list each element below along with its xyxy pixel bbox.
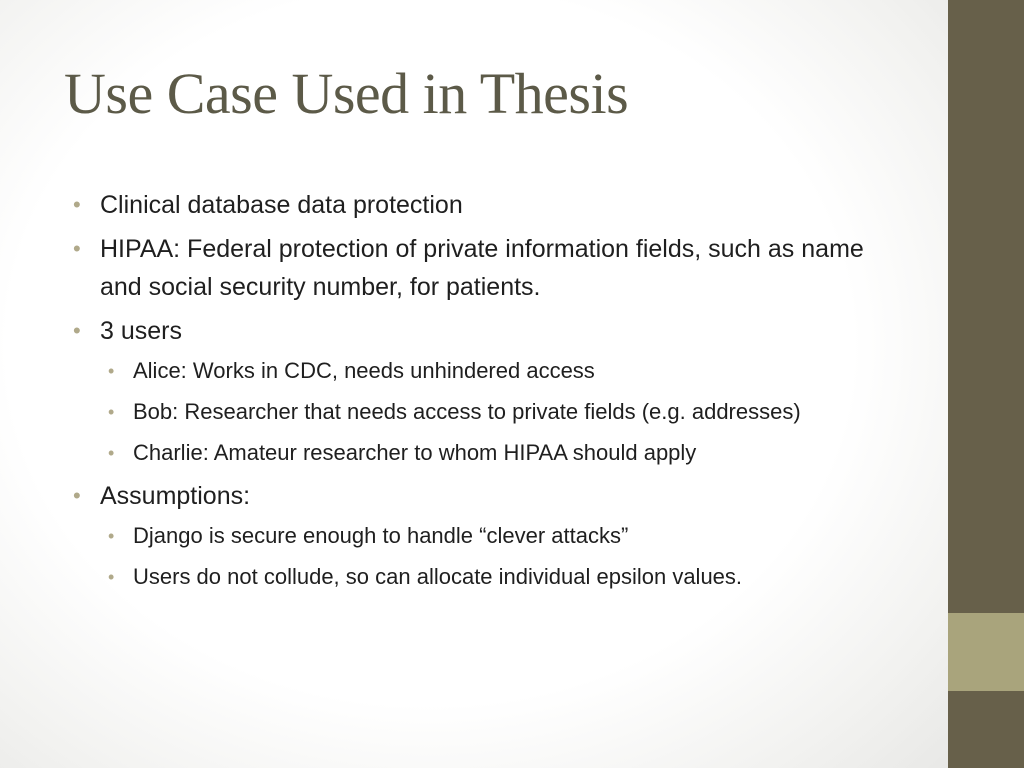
sub-bullet-dot-icon: •: [108, 361, 115, 381]
sidebar-dark-band-bottom: [948, 691, 1024, 768]
bullet-text: Assumptions:: [100, 482, 251, 510]
bullet-item: [70, 477, 870, 594]
bullet-text: Clinical database data protection: [100, 191, 463, 219]
sub-bullet-item: [100, 560, 870, 594]
sub-bullet-text: Alice: Works in CDC, needs unhindered access: [133, 358, 595, 383]
sub-bullet-dot-icon: •: [108, 402, 115, 422]
sub-bullet-item: [100, 354, 870, 388]
bullet-text: 3 users: [100, 317, 182, 345]
sub-bullet-text: Charlie: Amateur researcher to whom HIPAA should apply: [133, 440, 697, 465]
sub-bullet-dot-icon: •: [108, 443, 115, 463]
sub-bullet-item: [100, 436, 870, 470]
sidebar-dark-band: [948, 0, 1024, 613]
bullet-dot-icon: •: [73, 318, 81, 343]
sub-bullet-item: [100, 519, 870, 553]
bullet-item: [70, 186, 870, 224]
bullet-item: [70, 312, 870, 470]
bullet-dot-icon: •: [73, 483, 81, 508]
sub-bullet-text: Django is secure enough to handle “clever attacks”: [133, 523, 629, 548]
sub-bullet-item: [100, 395, 870, 429]
sub-bullet-text: Bob: Researcher that needs access to private fields (e.g. addresses): [133, 399, 801, 424]
slide-title: Use Case Used in Thesis: [64, 61, 629, 126]
sub-bullet-list: [100, 519, 870, 594]
sub-bullet-text: Users do not collude, so can allocate individual epsilon values.: [133, 564, 743, 589]
sidebar-accent-band: [948, 613, 1024, 691]
bullet-item: [70, 230, 870, 306]
bullet-list: [70, 186, 870, 601]
decorative-sidebar: [948, 0, 1024, 768]
bullet-dot-icon: •: [73, 192, 81, 217]
sub-bullet-list: [100, 354, 870, 470]
sub-bullet-dot-icon: •: [108, 567, 115, 587]
sub-bullet-dot-icon: •: [108, 526, 115, 546]
bullet-dot-icon: •: [73, 236, 81, 261]
bullet-text: HIPAA: Federal protection of private information fields, such as name and social security number, for patients.: [100, 235, 864, 301]
